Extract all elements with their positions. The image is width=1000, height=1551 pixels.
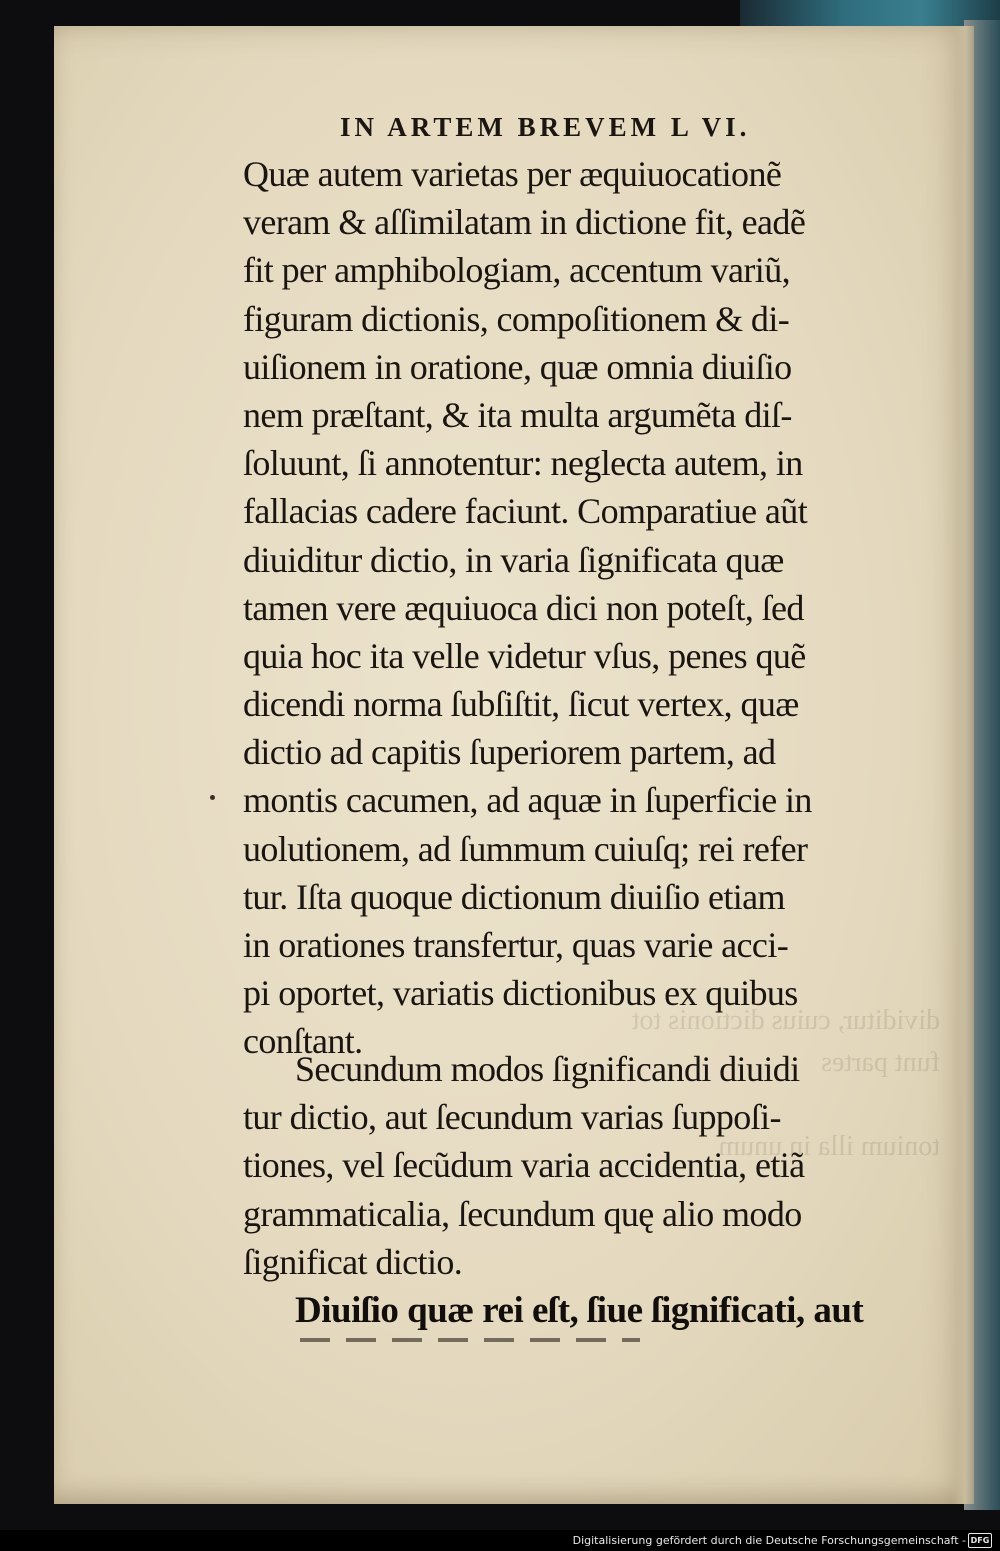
text-line: montis cacumen, ad aquæ in ſuperficie in: [243, 780, 812, 821]
text-line: uiſionem in oratione, quæ omnia diuiſio: [243, 346, 792, 387]
text-line: tamen vere æquiuoca dici non poteſt, ſed: [243, 587, 804, 628]
text-line: ſoluunt, ſi annotentur: neglecta autem, in: [243, 443, 803, 484]
text-line: fallacias cadere faciunt. Comparatiue aũt: [243, 491, 808, 532]
funding-credit: Digitalisierung gefördert durch die Deutsche Forschungsgemeinschaft -: [572, 1534, 966, 1547]
paragraph-1: [243, 150, 943, 1066]
text-line: in orationes transfertur, quas varie acci-: [243, 925, 789, 965]
page-gutter-shadow: [952, 26, 974, 1504]
paragraph-2: [243, 1045, 943, 1286]
running-head: IN ARTEM BREVEM L VI.: [340, 112, 751, 142]
text-line: diuiditur dictio, in varia ſignificata quæ: [243, 539, 784, 580]
text-line: Diuiſio quæ rei eſt, ſiue ſignificati, aut: [295, 1290, 864, 1331]
text-line: figuram dictionis, compoſitionem & di-: [243, 298, 790, 339]
text-line: tur dictio, aut ſecundum varias ſuppoſi-: [243, 1097, 781, 1138]
text-line: tiones, vel ſecũdum varia accidentia, etiã: [243, 1145, 805, 1186]
cut-off-line-fragment: [300, 1338, 640, 1342]
text-line: veram & aſſimilatam in dictione fit, eadẽ: [243, 202, 806, 243]
text-line: conſtant.: [243, 1021, 363, 1062]
text-line: tur. Iſta quoque dictionum diuiſio etiam: [243, 876, 785, 917]
paragraph-3: [243, 1287, 953, 1335]
text-line: dicendi norma ſubſiſtit, ſicut vertex, quæ: [243, 684, 799, 725]
text-line: pi oportet, variatis dictionibus ex quibus: [243, 973, 798, 1014]
text-line: Secundum modos ſignificandi diuidi: [295, 1049, 800, 1089]
text-line: fit per amphibologiam, accentum variũ,: [243, 250, 791, 291]
margin-mark: [210, 795, 215, 800]
text-line: uolutionem, ad ſummum cuiuſq; rei refer: [243, 828, 808, 869]
text-line: quia hoc ita velle videtur vſus, penes quẽ: [243, 635, 806, 676]
text-line: Quæ autem varietas per æquiuocationẽ: [243, 154, 782, 194]
text-line: nem præſtant, & ita multa argumẽta diſ-: [243, 394, 792, 435]
text-line: ſignificat dictio.: [243, 1241, 463, 1282]
text-line: dictio ad capitis ſuperiorem partem, ad: [243, 732, 776, 773]
dfg-logo-icon[interactable]: DFG: [968, 1533, 992, 1548]
text-line: grammaticalia, ſecundum quę alio modo: [243, 1193, 802, 1234]
